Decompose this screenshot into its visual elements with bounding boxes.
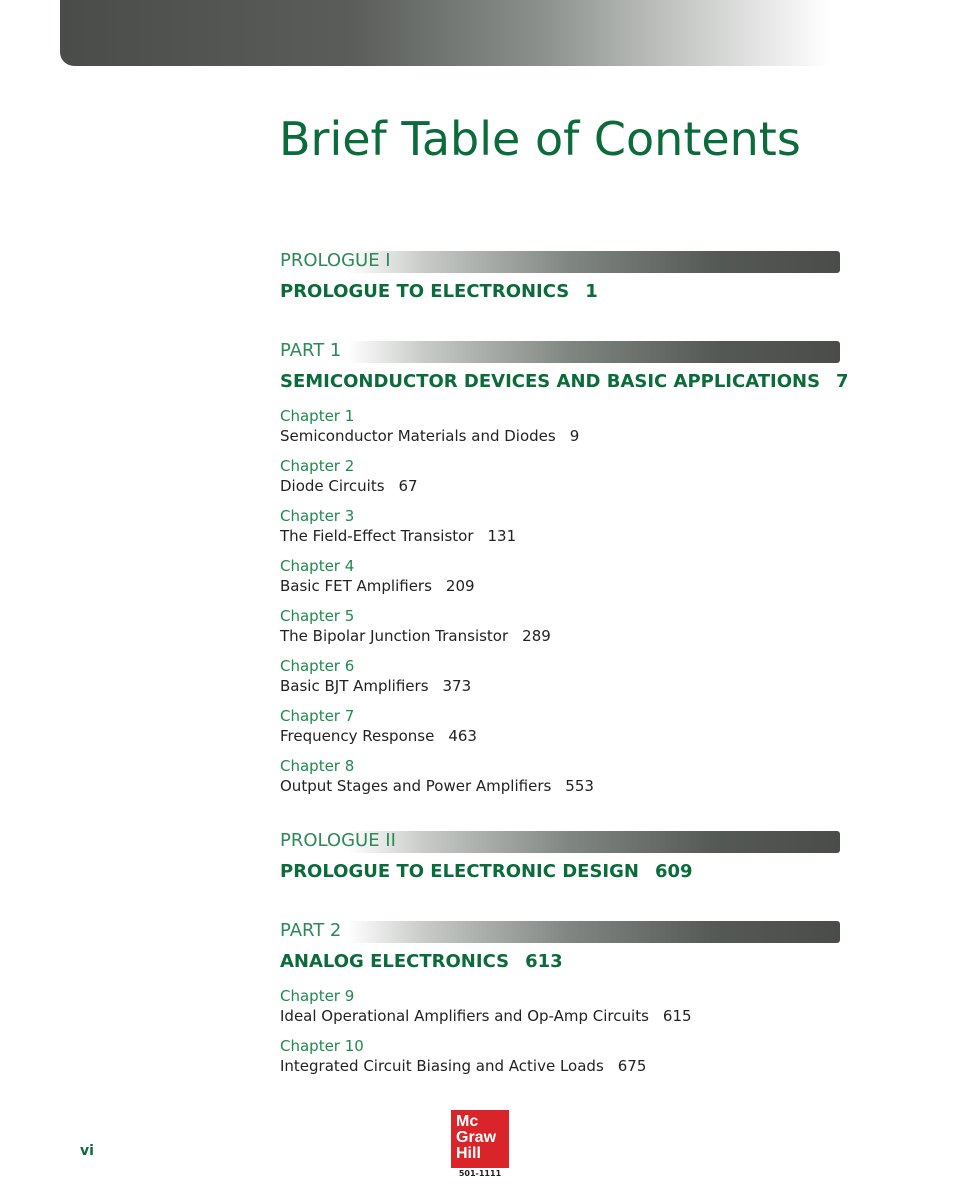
chapter-label: Chapter 2: [280, 457, 355, 475]
chapter-page-number: 675: [617, 1057, 647, 1075]
chapter-entry[interactable]: [280, 656, 840, 706]
chapter-title-text: Output Stages and Power Amplifiers: [280, 777, 552, 795]
section-label: PART 1: [280, 340, 342, 361]
chapter-label: Chapter 9: [280, 987, 355, 1005]
chapter-title-text: The Field-Effect Transistor: [280, 527, 474, 545]
logo-line: Mc: [456, 1113, 479, 1130]
section-page-number: 613: [525, 951, 563, 972]
chapter-title-text: Ideal Operational Amplifiers and Op-Amp Circuits: [280, 1007, 649, 1025]
logo-code: 501-1111: [458, 1169, 502, 1178]
chapter-title: [280, 576, 840, 596]
section-label: PROLOGUE II: [280, 830, 396, 851]
chapter-title-text: Frequency Response: [280, 727, 435, 745]
chapter-entry[interactable]: [280, 456, 840, 506]
chapter-page-number: 67: [398, 477, 418, 495]
section-title-text: ANALOG ELECTRONICS: [280, 951, 510, 972]
chapter-list: [280, 406, 840, 806]
chapter-entry[interactable]: [280, 756, 840, 806]
chapter-entry[interactable]: [280, 606, 840, 656]
chapter-entry[interactable]: [280, 506, 840, 556]
chapter-title: [280, 776, 840, 796]
section-page-number: 1: [585, 281, 598, 302]
section-title-text: SEMICONDUCTOR DEVICES AND BASIC APPLICATIONS: [280, 371, 821, 392]
top-banner: [60, 0, 830, 66]
section-part-1: [280, 340, 849, 806]
chapter-label: Chapter 1: [280, 407, 355, 425]
chapter-entry[interactable]: [280, 1036, 840, 1086]
chapter-title-text: Diode Circuits: [280, 477, 385, 495]
section-prologue-2: [280, 831, 840, 882]
chapter-title: [280, 626, 840, 646]
chapter-page-number: 553: [565, 777, 594, 795]
section-label: PART 2: [280, 920, 342, 941]
chapter-entry[interactable]: [280, 406, 840, 456]
chapter-title: [280, 526, 840, 546]
chapter-page-number: 209: [445, 577, 475, 595]
chapter-label: Chapter 10: [280, 1037, 364, 1055]
chapter-title-text: Basic BJT Amplifiers: [280, 677, 429, 695]
chapter-entry[interactable]: [280, 556, 840, 606]
section-part-2: [280, 921, 840, 1086]
chapter-title: [280, 1056, 840, 1076]
chapter-label: Chapter 8: [280, 757, 355, 775]
chapter-title: [280, 726, 840, 746]
chapter-label: Chapter 6: [280, 657, 355, 675]
logo-line: Graw: [456, 1129, 497, 1146]
section-page-number: 7: [836, 371, 849, 392]
section-title-text: PROLOGUE TO ELECTRONICS: [280, 281, 570, 302]
chapter-label: Chapter 3: [280, 507, 355, 525]
section-header-bar: [280, 921, 840, 943]
chapter-label: Chapter 4: [280, 557, 355, 575]
chapter-title: [280, 426, 840, 446]
chapter-title-text: Integrated Circuit Biasing and Active Loads: [280, 1057, 604, 1075]
chapter-page-number: 289: [522, 627, 551, 645]
section-header-bar: [280, 251, 840, 273]
chapter-label: Chapter 7: [280, 707, 355, 725]
chapter-page-number: 615: [662, 1007, 692, 1025]
chapter-title: [280, 476, 840, 496]
chapter-entry[interactable]: [280, 706, 840, 756]
section-label: PROLOGUE I: [280, 250, 391, 271]
section-title[interactable]: [280, 951, 840, 972]
chapter-title-text: The Bipolar Junction Transistor: [280, 627, 509, 645]
chapter-page-number: 9: [569, 427, 580, 445]
page-folio: vi: [80, 1143, 94, 1159]
chapter-list: [280, 986, 840, 1086]
section-title[interactable]: [280, 281, 840, 302]
chapter-page-number: 463: [448, 727, 477, 745]
chapter-page-number: 373: [442, 677, 472, 695]
chapter-title-text: Basic FET Amplifiers: [280, 577, 432, 595]
section-title-text: PROLOGUE TO ELECTRONIC DESIGN: [280, 861, 639, 882]
chapter-label: Chapter 5: [280, 607, 355, 625]
chapter-title: [280, 676, 840, 696]
logo-line: Hill: [456, 1145, 481, 1162]
chapter-title: [280, 1006, 840, 1026]
chapter-page-number: 131: [487, 527, 517, 545]
section-title[interactable]: [280, 861, 840, 882]
section-page-number: 609: [654, 861, 693, 882]
publisher-logo: [451, 1110, 509, 1168]
chapter-entry[interactable]: [280, 986, 840, 1036]
section-title[interactable]: [280, 371, 849, 392]
page-title: Brief Table of Contents: [279, 112, 801, 166]
section-prologue-1: [280, 251, 840, 302]
section-header-bar: [280, 341, 840, 363]
chapter-title-text: Semiconductor Materials and Diodes: [280, 427, 556, 445]
section-header-bar: [280, 831, 840, 853]
